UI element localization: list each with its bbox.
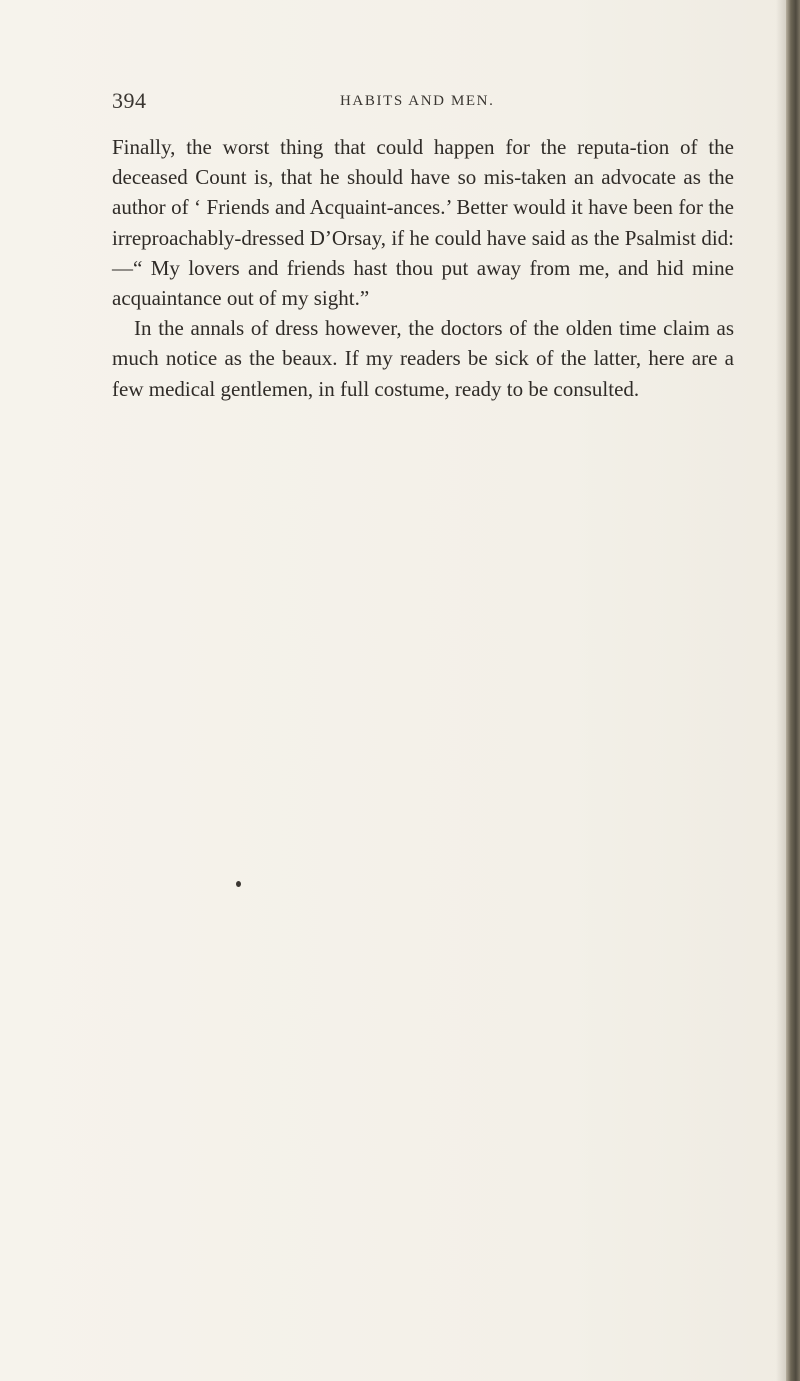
paragraph-2: In the annals of dress however, the doctors of the olden time claim as much notice as the beaux. If my readers be sick of the latter, here are a few medical gentlemen, in full costume, ready to be consulted. — [112, 316, 734, 401]
running-head-title: HABITS AND MEN. — [340, 93, 495, 109]
body-text — [112, 132, 734, 404]
running-head — [112, 88, 732, 114]
page-gutter-shadow — [776, 0, 786, 1381]
page-edge — [786, 0, 800, 1381]
paragraph-1: Finally, the worst thing that could happen for the reputa-tion of the deceased Count is, that he should have so mis-taken an advocate as the author of ‘ Friends and Acquaint-ances.’ Better would it have been for the irreproachably-dressed D’Orsay, if he could have said as the Psalmist did: —“ My lovers and friends hast thou put away from me, and hid mine acquaintance out of my sight.” — [112, 135, 734, 311]
ink-speck — [236, 881, 241, 887]
page-number: 394 — [112, 88, 147, 113]
